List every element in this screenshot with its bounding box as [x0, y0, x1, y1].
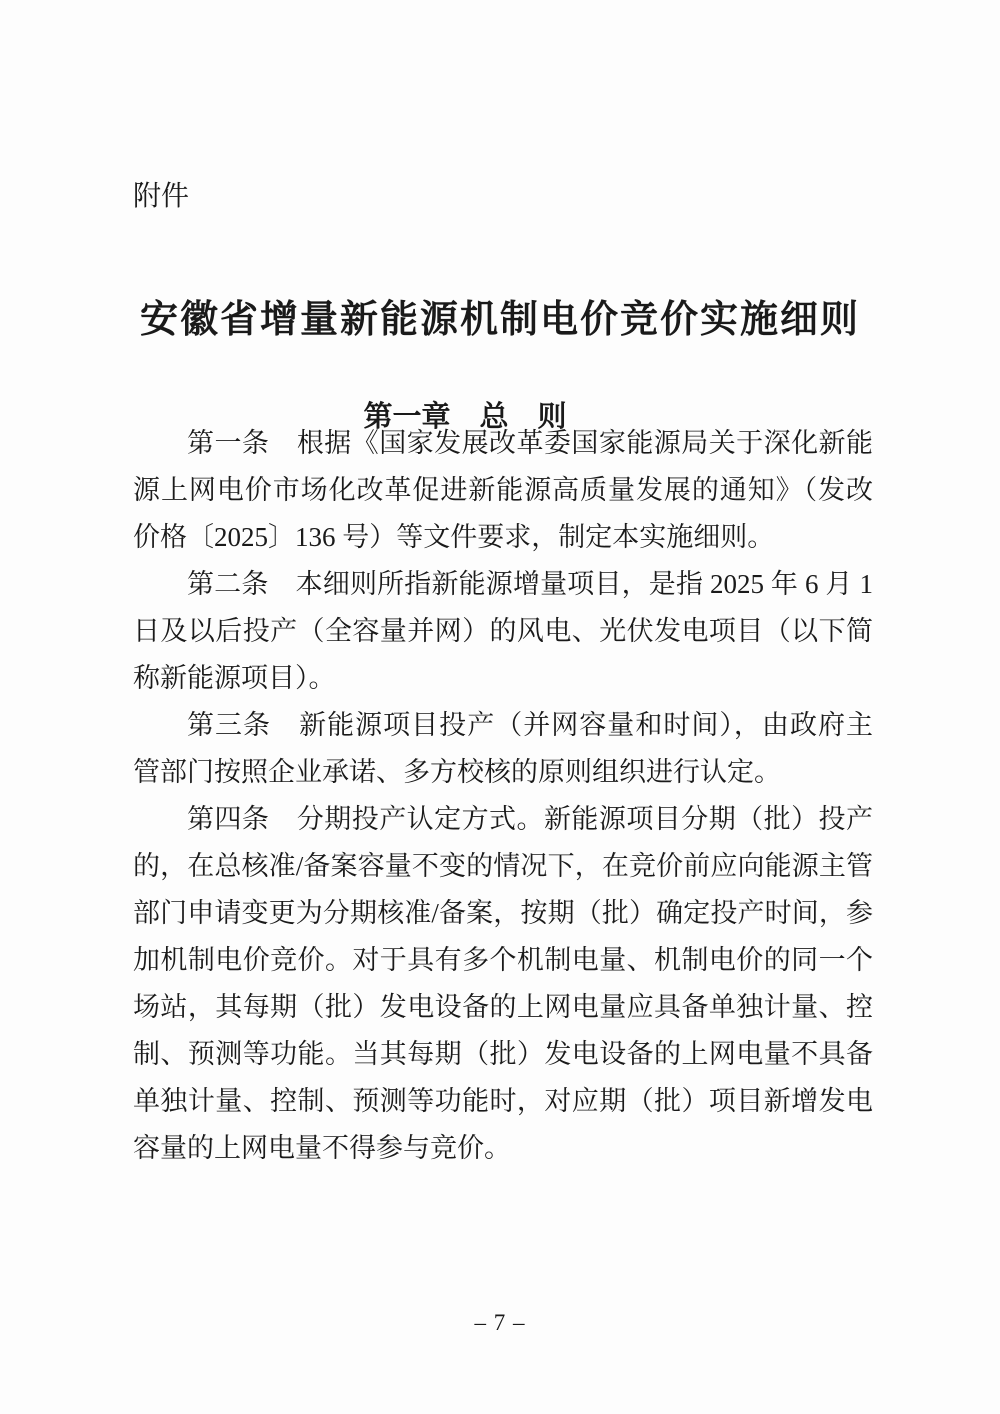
- chapter-heading: 第一章 总 则: [363, 401, 567, 434]
- document-title: 安徽省增量新能源机制电价竞价实施细则: [139, 299, 860, 342]
- body-paragraph-article-4: 第四条 分期投产认定方式。新能源项目分期（批）投产的，在总核准/备案容量不变的情况下，在竞价前应向能源主管部门申请变更为分期核准/备案，按期（批）确定投产时间，参加机制电价竞价。对于具有多个机制电量、机制电价的同一个场站，其每期（批）发电设备的上网电量应具备单独计量、控制、预测等功能。当其每期（批）发电设备的上网电量不具备单独计量、控制、预测等功能时，对应期（批）项目新增发电容量的上网电量不得参与竞价。: [133, 804, 873, 1163]
- attachment-label: 附件: [133, 181, 190, 212]
- page-number: – 7 –: [474, 1310, 526, 1335]
- body-paragraph-article-3: 第三条 新能源项目投产（并网容量和时间），由政府主管部门按照企业承诺、多方校核的原则组织进行认定。: [133, 710, 873, 787]
- body-paragraph-article-1: 第一条 根据《国家发展改革委国家能源局关于深化新能源上网电价市场化改革促进新能源高质量发展的通知》（发改价格〔2025〕136 号）等文件要求，制定本实施细则。: [133, 428, 873, 552]
- document-body: [133, 420, 880, 1172]
- body-paragraph-article-2: 第二条 本细则所指新能源增量项目，是指 2025 年 6 月 1 日及以后投产（全容量并网）的风电、光伏发电项目（以下简称新能源项目）。: [133, 569, 880, 693]
